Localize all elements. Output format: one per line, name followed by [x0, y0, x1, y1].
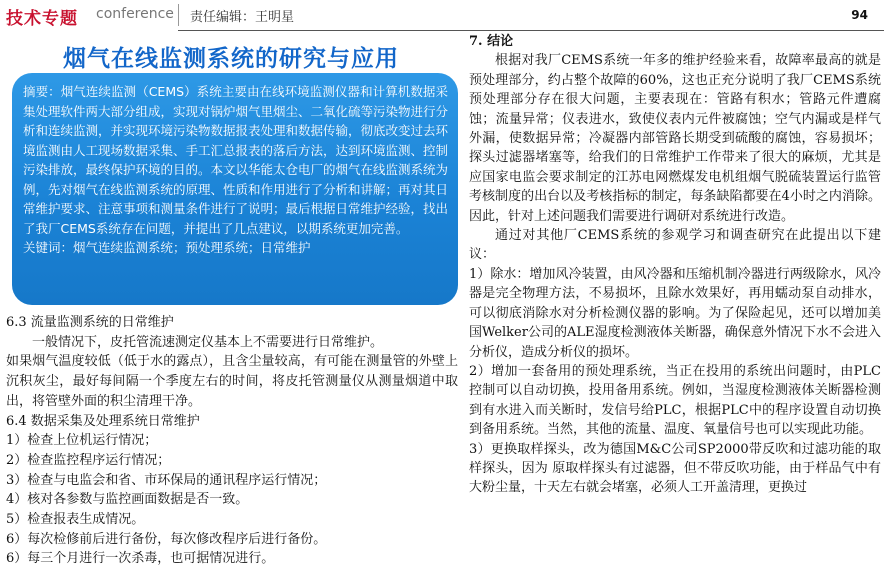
header-rule — [178, 30, 884, 31]
suggestion-1: 1）除水：增加风冷装置，由风冷器和压缩机制冷器进行两级除水，风冷器是完全物理方法，不易损坏，且除水效果好，再用蠕动泵自动排水，可以彻底消除水对分析检测仪器的影响。为了保险起见，还可以增加美国Welker公司的ALE湿度检测液体关断器，确保意外情况下水不会进入分析仪，造成分析仪的损坏。 — [469, 266, 881, 360]
keywords: 关键词：烟气连续监测系统；预处理系统；日常维护 — [23, 240, 311, 255]
list-item: 3）检查与电监会和省、市环保局的通讯程序运行情况； — [6, 472, 327, 488]
right-column — [469, 32, 881, 498]
section-6-3-paragraph-2: 如果烟气温度较低（低于水的露点），且含尘量较高，有可能在测量管的外壁上沉积灰尘，最好每间隔一个季度左右的时间，将皮托管测量仪从测量烟道中取出，将管壁外面的积尘清理干净。 — [6, 354, 458, 409]
suggestion-2: 2）增加一套备用的预处理系统，当正在投用的系统出问题时，由PLC控制可以自动切换，投用备用系统。例如，当湿度检测液体关断器检测到有水进入而关断时，发信号给PLC，根据PLC中的程序设置自动切换到备用系统。当然，其他的流量、温度、氧量信号也可以实现此功能。 — [469, 363, 881, 438]
list-item: 2）检查监控程序运行情况； — [6, 452, 171, 468]
section-6-4-heading: 6.4 数据采集及处理系统日常维护 — [6, 413, 200, 429]
page-number: 94 — [851, 8, 868, 22]
conclusion-paragraph-1: 根据对我厂CEMS系统一年多的维护经验来看，故障率最高的就是预处理部分，约占整个故障的60%，这也正充分说明了我厂CEMS系统预处理部分存在很大问题，主要表现在：管路有积水；管路元件遭腐蚀；流量异常；仪表进水，致使仪表内元件被腐蚀；空气内漏或是样气外漏，使数据异常；冷凝器内部管路长期受到硫酸的腐蚀，容易损坏；探头过滤器堵塞等，给我们的日常维护工作带来了很大的麻烦，尤其是应国家电监会要求制定的江苏电网燃煤发电机组烟气脱硫装置运行监管考核制度的出台以及考核指标的制定，每条缺陷都要在4小时之内消除。因此，针对上述问题我们需要进行调研对系统进行改造。 — [469, 53, 881, 224]
article-title: 烟气在线监测系统的研究与应用 — [63, 46, 399, 72]
section-tag-en: conference — [96, 6, 174, 22]
left-column — [6, 313, 458, 569]
suggestion-3: 3）更换取样探头，改为德国M&C公司SP2000带反吹和过滤功能的取样探头，因为 原取样探头有过滤器，但不带反吹功能，由于样品气中有大粉尘量，十天左右就会堵塞，必须人工开盖清理，更换过 — [469, 441, 881, 496]
editor-credit: 责任编辑：王明星 — [190, 10, 295, 25]
abstract-box — [12, 73, 458, 305]
header-separator — [178, 4, 179, 26]
list-item: 4）核对各参数与监控画面数据是否一致。 — [6, 492, 249, 508]
list-item: 1）检查上位机运行情况； — [6, 433, 158, 449]
section-tag: 技术专题 — [6, 9, 78, 29]
section-6-3-paragraph-1: 一般情况下，皮托管流速测定仪基本上不需要进行日常维护。 — [32, 334, 384, 350]
section-7-heading: 7. 结论 — [469, 34, 514, 49]
abstract-text: 摘要：烟气连续监测（CEMS）系统主要由在线环境监测仪器和计算机数据采集处理软件两大部分组成，实现对锅炉烟气里烟尘、二氧化硫等污染物进行分析和连续监测，并实现环境污染物数据报表处理和数据传输，彻底改变过去环境监测由人工现场数据采集、手工汇总报表的落后方法，达到环境监测、控制污染排放，最终保护环境的目的。本文以华能太仓电厂的烟气在线监测系统为例，先对烟气在线监测系统的原理、性质和作用进行了分析和讲解；再对其日常维护要求、注意事项和测量条件进行了说明；最后根据日常维护经验，找出了我厂CEMS系统存在问题，并提出了几点建议，以期系统更加完善。 — [23, 84, 449, 236]
page-header — [0, 0, 888, 32]
list-item: 6）每次检修前后进行备份，每次修改程序后进行备份。 — [6, 531, 327, 547]
list-item: 6）每三个月进行一次杀毒，也可据情况进行。 — [6, 551, 275, 567]
list-item: 5）检查报表生成情况。 — [6, 512, 145, 528]
conclusion-paragraph-2: 通过对其他厂CEMS系统的参观学习和调查研究在此提出以下建议： — [469, 228, 881, 263]
section-6-3-heading: 6.3 流量监测系统的日常维护 — [6, 315, 174, 330]
